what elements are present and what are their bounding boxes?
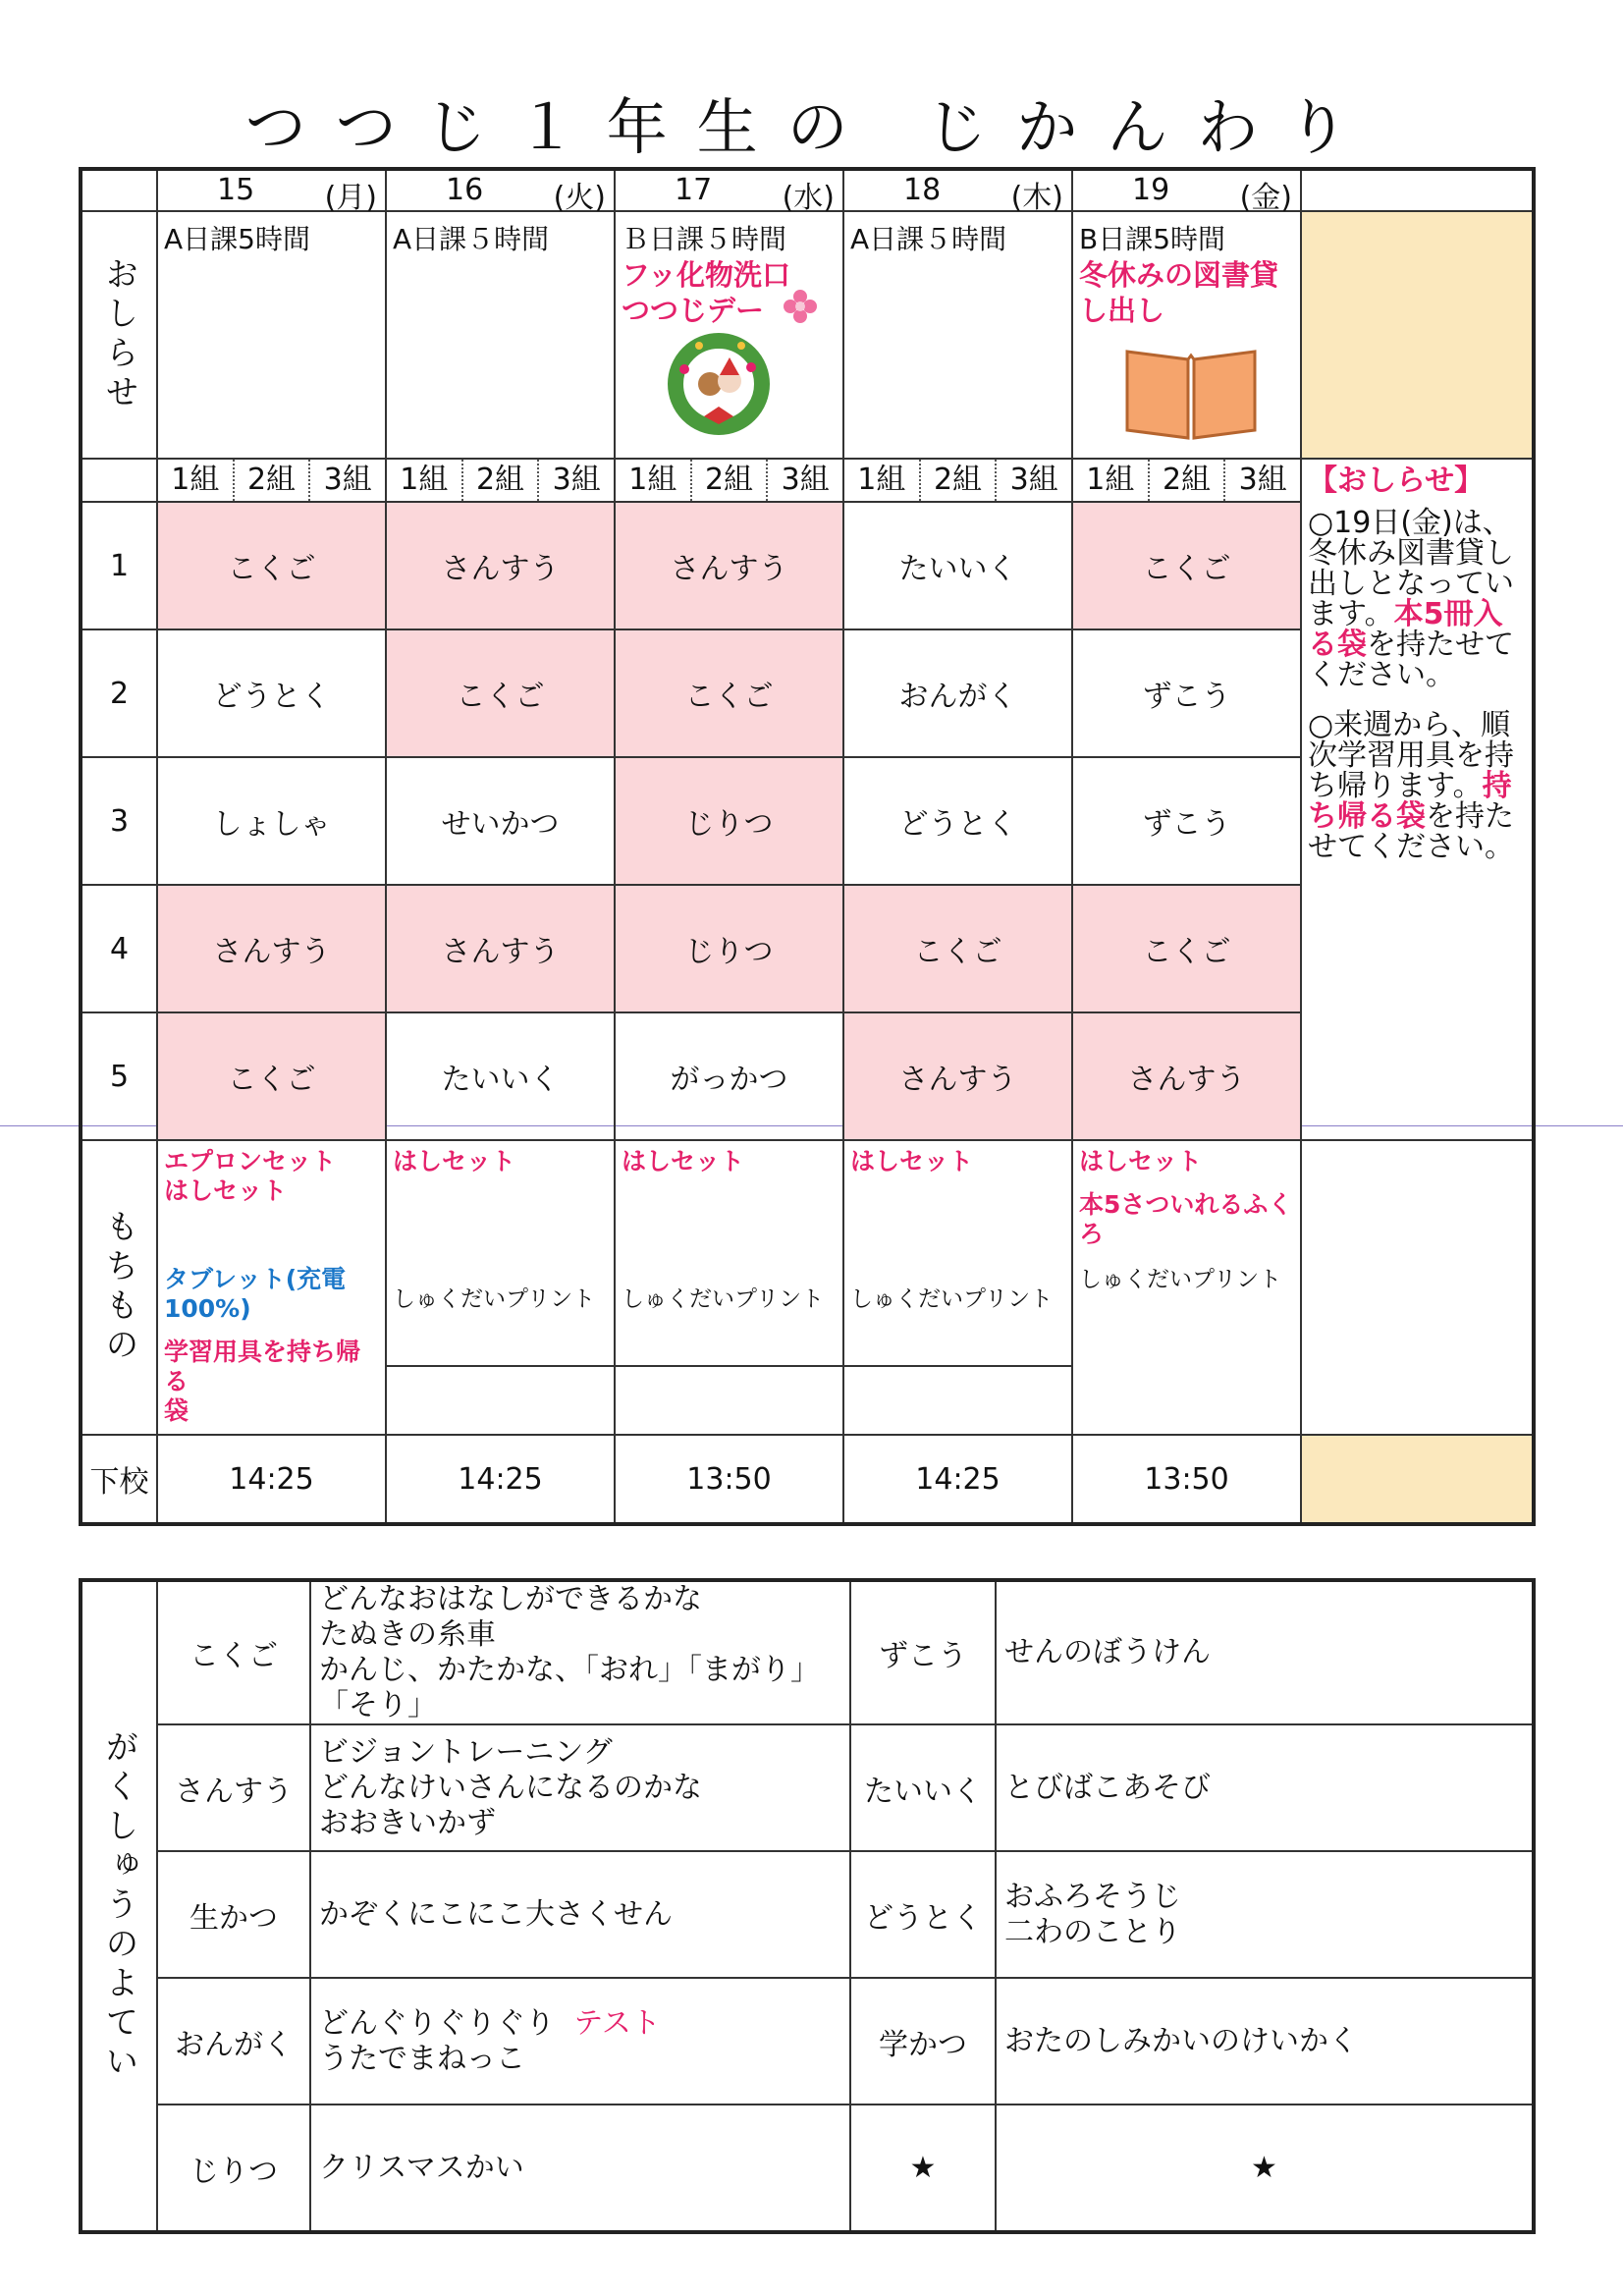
period-cell: さんすう: [386, 885, 615, 1012]
empty-header-cell: [1301, 169, 1534, 211]
classes-wed: 1組 2組 3組: [615, 459, 843, 502]
dismissal-time-tue: 14:25: [386, 1435, 615, 1524]
dismissal-extra-cell: [1301, 1435, 1534, 1524]
period-cell: さんすう: [615, 502, 843, 629]
day-header-mon: 15 (月): [157, 169, 386, 211]
learning-side-label: がくしゅうのよてい: [81, 1580, 157, 2232]
timetable: [79, 167, 1536, 1526]
belongings-fri: はしセット 本5さついれるふく ろ しゅくだいプリント: [1072, 1140, 1301, 1435]
subject-content: ビジョントレーニング どんなけいさんになるのかな おおきいかず: [310, 1724, 850, 1851]
dismissal-time-thu: 14:25: [843, 1435, 1072, 1524]
period-cell: さんすう: [1072, 1012, 1301, 1140]
subject-content: かぞくにこにこ大さくせん: [310, 1851, 850, 1978]
belongings-tue: はしセット しゅくだいプリント: [386, 1140, 615, 1435]
period-cell: たいいく: [843, 502, 1072, 629]
christmas-wreath-icon: [665, 330, 773, 438]
classes-thu: 1組 2組 3組: [843, 459, 1072, 502]
subject-content: おふろそうじ 二わのことり: [996, 1851, 1534, 1978]
subject-label: 生かつ: [157, 1851, 310, 1978]
day-header-thu: 18 (木): [843, 169, 1072, 211]
subject-label: さんすう: [157, 1724, 310, 1851]
period-cell: さんすう: [843, 1012, 1072, 1140]
subject-label: こくご: [157, 1580, 310, 1724]
period-cell: ずこう: [1072, 629, 1301, 757]
subject-content: せんのぼうけん: [996, 1580, 1534, 1724]
subject-label: じりつ: [157, 2105, 310, 2232]
dismissal-time-mon: 14:25: [157, 1435, 386, 1524]
page-title: つつじ１年生の じかんわり: [244, 91, 1379, 163]
subject-label: たいいく: [850, 1724, 996, 1851]
notice-wed: Ｂ日課５時間 フッ化物洗口 つつじデー: [615, 211, 843, 459]
belongings-thu: はしセット しゅくだいプリント: [843, 1140, 1072, 1435]
learning-plan-table: [79, 1578, 1536, 2234]
memo-panel: [1301, 459, 1534, 1140]
row-label-belongings: もちもの: [81, 1140, 157, 1435]
subject-content: おたのしみかいのけいかく: [996, 1978, 1534, 2105]
period-number: 1: [81, 502, 157, 629]
classes-tue: 1組 2組 3組: [386, 459, 615, 502]
notice-fri: B日課5時間 冬休みの図書貸 し出し: [1072, 211, 1301, 459]
subject-content: クリスマスかい: [310, 2105, 850, 2232]
period-cell: しょしゃ: [157, 757, 386, 885]
class-row-label: [81, 459, 157, 502]
belongings-mon: エプロンセット はしセット タブレット(充電 100%) 学習用具を持ち帰る 袋: [157, 1140, 386, 1435]
period-cell: こくご: [843, 885, 1072, 1012]
memo-para-2: ○来週から、順次学習用具を持ち帰ります。持ち帰る袋を持たせてください。: [1308, 708, 1514, 864]
open-book-icon: [1117, 340, 1265, 443]
period-cell: たいいく: [386, 1012, 615, 1140]
period-cell: どうとく: [843, 757, 1072, 885]
subject-label: どうとく: [850, 1851, 996, 1978]
period-cell: おんがく: [843, 629, 1072, 757]
belongings-wed: はしセット しゅくだいプリント: [615, 1140, 843, 1435]
subject-content: とびばこあそび: [996, 1724, 1534, 1851]
classes-fri: 1組 2組 3組: [1072, 459, 1301, 502]
notice-extra-cell: [1301, 211, 1534, 459]
dismissal-time-fri: 13:50: [1072, 1435, 1301, 1524]
classes-mon: 1組 2組 3組: [157, 459, 386, 502]
period-cell: さんすう: [386, 502, 615, 629]
period-number: 2: [81, 629, 157, 757]
test-badge: テスト: [573, 2005, 661, 2041]
dismissal-time-wed: 13:50: [615, 1435, 843, 1524]
subject-label: おんがく: [157, 1978, 310, 2105]
subject-content: どんぐりぐりぐり テスト うたでまねっこ: [310, 1978, 850, 2105]
subject-content: どんなおはなしができるかな たぬきの糸車 かんじ、かたかな、「おれ」「まがり」「そり」: [310, 1580, 850, 1724]
period-cell: じりつ: [615, 757, 843, 885]
period-cell: こくご: [386, 629, 615, 757]
period-cell: こくご: [157, 1012, 386, 1140]
period-cell: こくご: [615, 629, 843, 757]
subject-label: ずこう: [850, 1580, 996, 1724]
period-cell: どうとく: [157, 629, 386, 757]
subject-label: 学かつ: [850, 1978, 996, 2105]
period-cell: こくご: [1072, 885, 1301, 1012]
period-cell: さんすう: [157, 885, 386, 1012]
period-cell: がっかつ: [615, 1012, 843, 1140]
memo-header: 【おしらせ】: [1308, 464, 1485, 498]
period-number: 5: [81, 1012, 157, 1140]
day-header-tue: 16 (火): [386, 169, 615, 211]
period-cell: じりつ: [615, 885, 843, 1012]
notice-mon: A日課5時間: [157, 211, 386, 459]
notice-thu: A日課５時間: [843, 211, 1072, 459]
period-number: 4: [81, 885, 157, 1012]
star-icon: ★: [996, 2105, 1534, 2232]
day-header-wed: 17 (水): [615, 169, 843, 211]
period-cell: こくご: [1072, 502, 1301, 629]
row-label-notice: おしらせ: [81, 211, 157, 459]
corner-cell: [81, 169, 157, 211]
period-cell: ずこう: [1072, 757, 1301, 885]
row-label-dismissal: 下校: [81, 1435, 157, 1524]
star-icon: ★: [850, 2105, 996, 2232]
period-cell: こくご: [157, 502, 386, 629]
period-cell: せいかつ: [386, 757, 615, 885]
flower-icon: [781, 287, 820, 326]
memo-para-1: ○19日(金)は、冬休み図書貸し出しとなっています。本5冊入る袋を持たせてください。: [1308, 506, 1514, 692]
period-number: 3: [81, 757, 157, 885]
day-header-fri: 19 (金): [1072, 169, 1301, 211]
notice-tue: A日課５時間: [386, 211, 615, 459]
